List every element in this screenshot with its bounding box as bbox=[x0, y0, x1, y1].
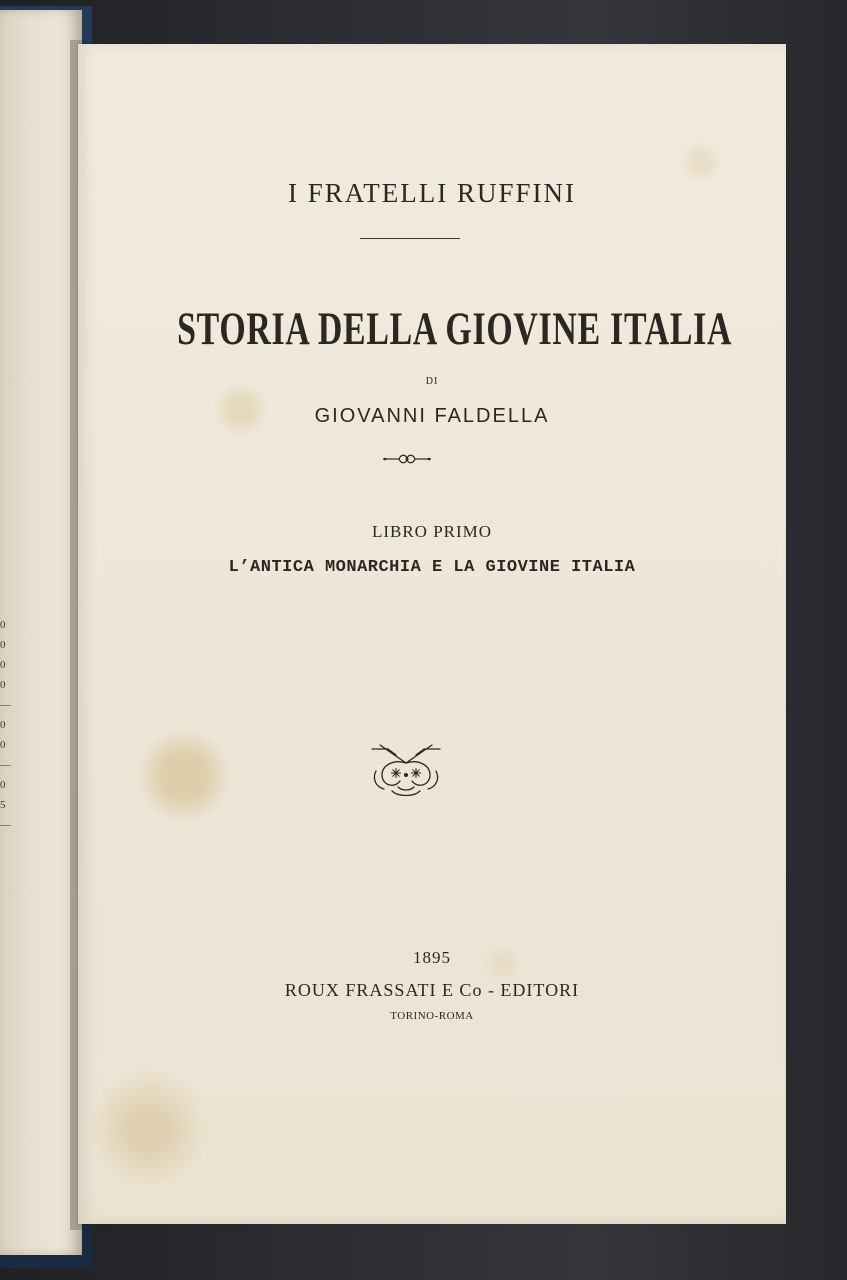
series-title: I FRATELLI RUFFINI bbox=[287, 178, 576, 208]
publication-city: TORINO-ROMA bbox=[390, 1010, 474, 1022]
fragment: — bbox=[0, 759, 11, 771]
author-name: GIOVANNI FALDELLA bbox=[314, 405, 550, 427]
volume-subtitle: L’ANTICA MONARCHIA E LA GIOVINE ITALIA bbox=[228, 558, 636, 577]
fragment: — bbox=[0, 699, 11, 711]
facing-page-text-fragments bbox=[0, 620, 14, 840]
fragment: 0 bbox=[0, 639, 6, 651]
fragment: 0 bbox=[0, 619, 6, 631]
fragment: — bbox=[0, 819, 11, 831]
volume-label: LIBRO PRIMO bbox=[371, 522, 493, 541]
floral-monogram-icon bbox=[368, 741, 444, 799]
fragment: 0 bbox=[0, 739, 6, 751]
author-preposition: DI bbox=[425, 376, 439, 387]
fragment: 5 bbox=[0, 799, 6, 811]
publisher-name: ROUX FRASSATI E Co - EDITORI bbox=[284, 980, 580, 1000]
fragment: 0 bbox=[0, 659, 6, 671]
scroll-ornament-icon bbox=[381, 452, 433, 466]
publication-year: 1895 bbox=[413, 948, 451, 967]
fragment: 0 bbox=[0, 719, 6, 731]
fragment: 0 bbox=[0, 779, 6, 791]
main-title: STORIA DELLA GIOVINE ITALIA bbox=[177, 303, 733, 355]
title-page bbox=[78, 44, 786, 1224]
fragment: 0 bbox=[0, 679, 6, 691]
title-divider-rule bbox=[360, 238, 460, 239]
